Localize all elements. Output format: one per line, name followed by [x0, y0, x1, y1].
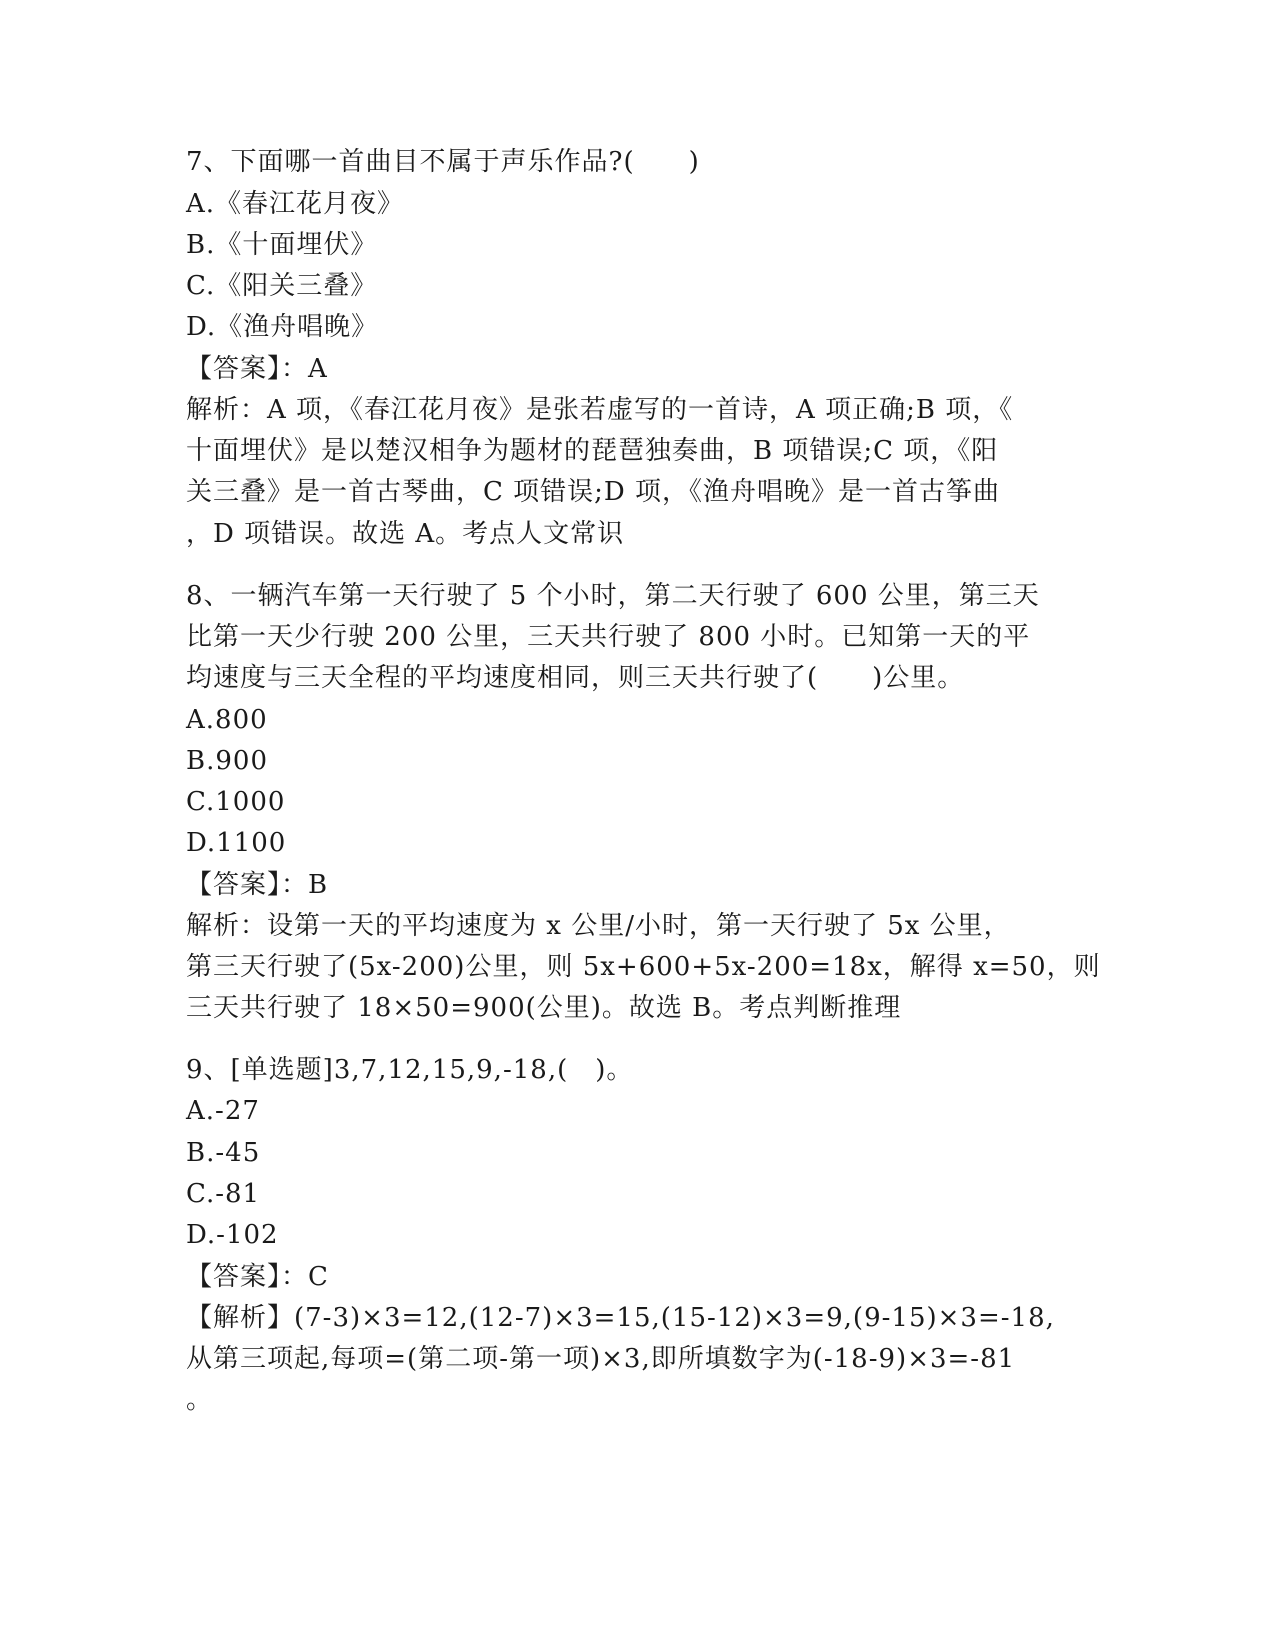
question-stem: 均速度与三天全程的平均速度相同，则三天共行驶了( )公里。 — [186, 663, 965, 693]
question-stem: 比第一天少行驶 200 公里，三天共行驶了 800 小时。已知第一天的平 — [186, 622, 1031, 652]
answer-line: 【答案】：C — [186, 1262, 329, 1292]
question-stem: 9、[单选题]3,7,12,15,9,-18,( )。 — [186, 1055, 634, 1085]
option-c: C.《阳关三叠》 — [186, 271, 378, 301]
analysis-line: 十面埋伏》是以楚汉相争为题材的琵琶独奏曲，B 项错误;C 项，《阳 — [186, 436, 999, 466]
analysis-line: 三天共行驶了 18×50=900(公里)。故选 B。考点判断推理 — [186, 993, 902, 1023]
answer-line: 【答案】：B — [186, 870, 329, 900]
question-stem: 7、下面哪一首曲目不属于声乐作品?( ) — [186, 147, 700, 177]
option-b: B.-45 — [186, 1138, 261, 1168]
option-b: B.900 — [186, 746, 268, 776]
analysis-line: 从第三项起,每项=(第二项-第一项)×3,即所填数字为(-18-9)×3=-81 — [186, 1344, 1016, 1374]
option-d: D.1100 — [186, 828, 287, 858]
answer-line: 【答案】：A — [186, 354, 328, 384]
analysis-line: 解析：设第一天的平均速度为 x 公里/小时，第一天行驶了 5x 公里， — [186, 911, 1011, 941]
option-c: C.-81 — [186, 1179, 261, 1209]
analysis-line: 解析：A 项，《春江花月夜》是张若虚写的一首诗，A 项正确;B 项，《 — [186, 395, 1014, 425]
analysis-line: 。 — [186, 1385, 214, 1415]
option-d: D.《渔舟唱晚》 — [186, 312, 379, 342]
option-a: A.800 — [186, 705, 268, 735]
analysis-line: 【解析】(7-3)×3=12,(12-7)×3=15,(15-12)×3=9,(9-15)×3=-18, — [186, 1303, 1055, 1333]
analysis-line: 第三天行驶了(5x-200)公里，则 5x+600+5x-200=18x，解得 x=50，则 — [186, 952, 1101, 982]
question-stem: 8、一辆汽车第一天行驶了 5 个小时，第二天行驶了 600 公里，第三天 — [186, 581, 1040, 611]
option-a: A.-27 — [186, 1096, 260, 1126]
option-a: A.《春江花月夜》 — [186, 189, 405, 219]
option-c: C.1000 — [186, 787, 286, 817]
analysis-line: ，D 项错误。故选 A。考点人文常识 — [186, 519, 625, 549]
option-d: D.-102 — [186, 1220, 279, 1250]
analysis-line: 关三叠》是一首古琴曲，C 项错误;D 项，《渔舟唱晚》是一首古筝曲 — [186, 477, 1001, 507]
option-b: B.《十面埋伏》 — [186, 230, 378, 260]
